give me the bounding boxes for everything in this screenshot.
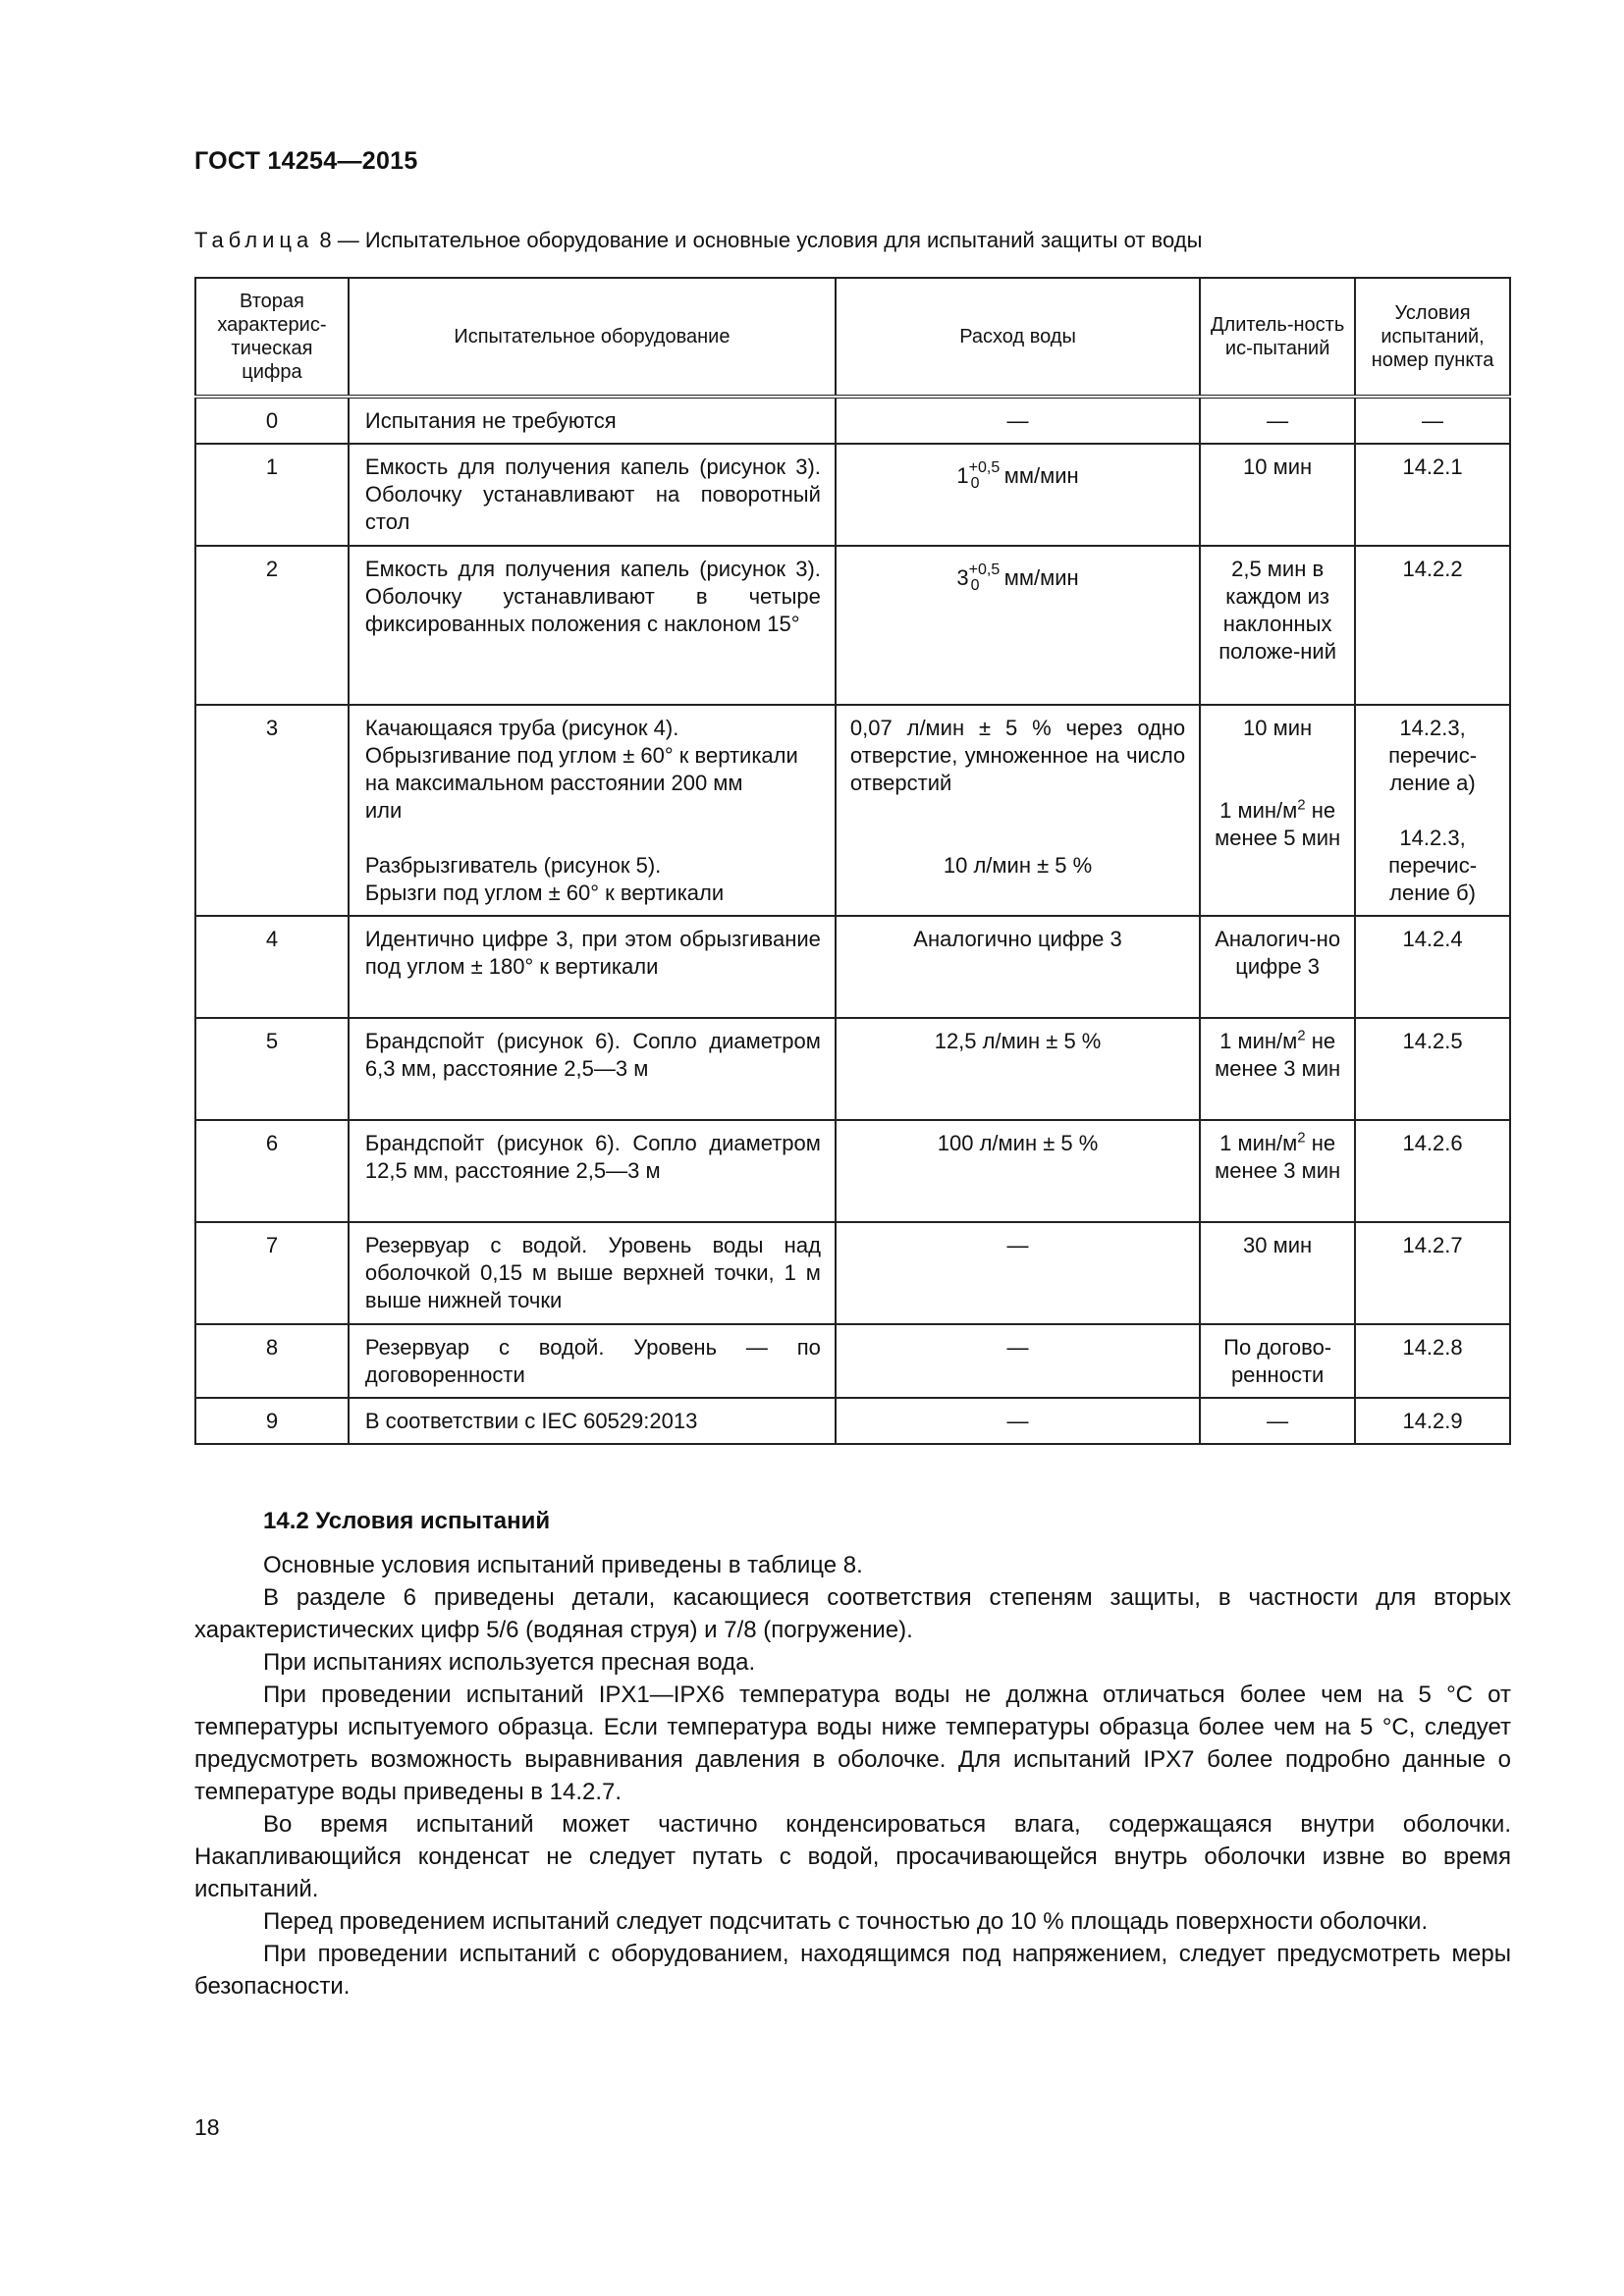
flow-cell: [836, 705, 1200, 916]
table-row: [195, 444, 1510, 546]
duration-variant-b-rest: не менее 5 мин: [1215, 798, 1341, 850]
duration-cell: —: [1200, 397, 1355, 444]
flow-cell: —: [836, 397, 1200, 444]
flow-unit: мм/мин: [1003, 463, 1079, 488]
header-clause: Условия испытаний, номер пункта: [1355, 278, 1510, 397]
flow-base: 3: [956, 565, 969, 590]
table-row: [195, 1222, 1510, 1324]
equipment-cell: Испытания не требуются: [349, 397, 836, 444]
digit-cell: 9: [195, 1398, 349, 1444]
clause-cell: 14.2.8: [1355, 1324, 1510, 1398]
water-protection-table: [194, 277, 1511, 1445]
duration-variant-b: [1213, 797, 1342, 852]
digit-cell: 3: [195, 705, 349, 916]
clause-cell: 14.2.2: [1355, 546, 1510, 705]
section-title: 14.2 Условия испытаний: [263, 1508, 551, 1534]
digit-cell: 0: [195, 397, 349, 444]
table-caption-text: 8 — Испытательное оборудование и основные условия для испытаний защиты от воды: [313, 228, 1203, 252]
page-number: 18: [194, 2114, 220, 2140]
clause-variant-b: 14.2.3, перечис-ление б): [1388, 826, 1478, 905]
duration-cell: [1200, 1120, 1355, 1222]
digit-cell: 2: [195, 546, 349, 705]
digit-cell: 5: [195, 1018, 349, 1120]
table-caption-label: Таблица: [194, 228, 314, 252]
body-paragraph: Основные условия испытаний приведены в таблице 8.: [263, 1552, 863, 1578]
table-row: [195, 546, 1510, 705]
equipment-cell: [349, 705, 836, 916]
header-duration: Длитель-ность ис-пытаний: [1200, 278, 1355, 397]
flow-cell: Аналогично цифре 3: [836, 916, 1200, 1018]
equipment-variant-b: [365, 852, 821, 907]
digit-cell: 7: [195, 1222, 349, 1324]
duration-cell: 30 мин: [1200, 1222, 1355, 1324]
table-row: [195, 1018, 1510, 1120]
flow-upper-tolerance: +0,5: [968, 459, 1001, 476]
flow-cell: —: [836, 1222, 1200, 1324]
equipment-cell: Брандспойт (рисунок 6). Сопло диаметром 6,3 мм, расстояние 2,5—3 м: [349, 1018, 836, 1120]
equipment-cell: Резервуар с водой. Уровень — по договоренности: [349, 1324, 836, 1398]
clause-cell: 14.2.5: [1355, 1018, 1510, 1120]
duration-cell: —: [1200, 1398, 1355, 1444]
body-paragraph: При испытаниях используется пресная вода.: [263, 1649, 756, 1676]
equipment-cell: Идентично цифре 3, при этом обрызгивание под углом ± 180° к вертикали: [349, 916, 836, 1018]
table-row: [195, 1120, 1510, 1222]
header-flow: Расход воды: [836, 278, 1200, 397]
duration-sup: 2: [1297, 1027, 1306, 1044]
duration-main: 1 мин/м: [1219, 1029, 1298, 1053]
table-row: [195, 705, 1510, 916]
equipment-cell: Емкость для получения капель (рисунок 3). Оболочку устанавливают на поворотный стол: [349, 444, 836, 546]
body-paragraph: При проведении испытаний с оборудованием, находящимся под напряжением, следует предусмотреть меры безопасности.: [194, 1941, 1511, 2000]
duration-cell: [1200, 705, 1355, 916]
flow-tolerance: [968, 561, 1001, 594]
table-row: [195, 916, 1510, 1018]
flow-lower-tolerance: 0: [970, 475, 980, 492]
duration-variant-a: 10 мин: [1243, 716, 1313, 740]
clause-cell: [1355, 705, 1510, 916]
flow-cell: —: [836, 1398, 1200, 1444]
equipment-variant-b-line2: Брызги под углом ± 60° к вертикали: [364, 881, 725, 905]
clause-cell: 14.2.9: [1355, 1398, 1510, 1444]
digit-cell: 8: [195, 1324, 349, 1398]
body-paragraph: В разделе 6 приведены детали, касающиеся соответствия степеням защиты, в частности для вторых характеристических цифр 5/6 (водяная струя) и 7/8 (погружение).: [194, 1584, 1511, 1643]
duration-variant-b-main: 1 мин/м: [1219, 798, 1298, 823]
flow-cell: [836, 546, 1200, 705]
duration-main: 1 мин/м: [1219, 1131, 1298, 1155]
duration-cell: Аналогич-но цифре 3: [1200, 916, 1355, 1018]
flow-lower-tolerance: 0: [970, 577, 980, 594]
body-paragraph: Во время испытаний может частично конденсироваться влага, содержащаяся внутри оболочки. Накапливающийся конденсат не следует путать с водой, просачивающейся внутрь оболочки извне во время испытаний.: [194, 1811, 1511, 1902]
flow-unit: мм/мин: [1003, 565, 1079, 590]
body-paragraph: Перед проведением испытаний следует подсчитать с точностью до 10 % площадь поверхности оболочки.: [263, 1908, 1429, 1935]
flow-variant-b: 10 л/мин ± 5 %: [943, 853, 1093, 878]
duration-sup: 2: [1297, 1129, 1306, 1147]
table-caption: [194, 228, 1202, 253]
clause-cell: 14.2.7: [1355, 1222, 1510, 1324]
duration-cell: [1200, 1018, 1355, 1120]
table-header-row: [195, 278, 1510, 397]
duration-rest: не менее 3 мин: [1215, 1131, 1341, 1183]
clause-cell: 14.2.1: [1355, 444, 1510, 546]
clause-cell: —: [1355, 397, 1510, 444]
equipment-cell: В соответствии с IEC 60529:2013: [349, 1398, 836, 1444]
flow-cell: 12,5 л/мин ± 5 %: [836, 1018, 1200, 1120]
equipment-or: или: [364, 798, 403, 823]
digit-cell: 4: [195, 916, 349, 1018]
clause-variant-a: 14.2.3, перечис-ление а): [1388, 716, 1478, 795]
document-header: ГОСТ 14254—2015: [194, 147, 418, 175]
flow-tolerance: [968, 459, 1001, 492]
header-digit: Вторая характерис-тическая цифра: [195, 278, 349, 397]
clause-cell: 14.2.4: [1355, 916, 1510, 1018]
flow-cell: 100 л/мин ± 5 %: [836, 1120, 1200, 1222]
table-row: [195, 397, 1510, 444]
flow-cell: [836, 444, 1200, 546]
flow-variant-a: 0,07 л/мин ± 5 % через одно отверстие, умноженное на число отверстий: [849, 716, 1186, 795]
table-row: [195, 1398, 1510, 1444]
duration-cell: 2,5 мин в каждом из наклонных положе-ний: [1200, 546, 1355, 705]
header-equipment: Испытательное оборудование: [349, 278, 836, 397]
duration-rest: не менее 3 мин: [1215, 1029, 1341, 1081]
clause-cell: 14.2.6: [1355, 1120, 1510, 1222]
equipment-cell: Резервуар с водой. Уровень воды над оболочкой 0,15 м выше верхней точки, 1 м выше нижней точки: [349, 1222, 836, 1324]
equipment-variant-a: Качающаяся труба (рисунок 4). Обрызгивание под углом ± 60° к вертикали на максимальном расстоянии 200 мм: [364, 716, 798, 795]
duration-cell: По догово-ренности: [1200, 1324, 1355, 1398]
equipment-cell: Брандспойт (рисунок 6). Сопло диаметром 12,5 мм, расстояние 2,5—3 м: [349, 1120, 836, 1222]
body-paragraph: При проведении испытаний IPX1—IPX6 температура воды не должна отличаться более чем на 5 °С от температуры испытуемого образца. Если температура воды ниже температуры образца более чем на 5 °С, следует предусмотреть возможность выравнивания давления в оболочке. Для испытаний IPX7 более подробно данные о температуре воды приведены в 14.2.7.: [194, 1682, 1511, 1805]
digit-cell: 6: [195, 1120, 349, 1222]
section-body: [194, 1549, 1511, 2002]
flow-base: 1: [956, 463, 969, 488]
digit-cell: 1: [195, 444, 349, 546]
duration-cell: 10 мин: [1200, 444, 1355, 546]
flow-upper-tolerance: +0,5: [968, 561, 1001, 578]
table-row: [195, 1324, 1510, 1398]
equipment-variant-b-line1: Разбрызгиватель (рисунок 5).: [364, 853, 662, 878]
duration-variant-b-sup: 2: [1297, 796, 1306, 814]
flow-cell: —: [836, 1324, 1200, 1398]
equipment-cell: Емкость для получения капель (рисунок 3). Оболочку устанавливают в четыре фиксированных положения с наклоном 15°: [349, 546, 836, 705]
